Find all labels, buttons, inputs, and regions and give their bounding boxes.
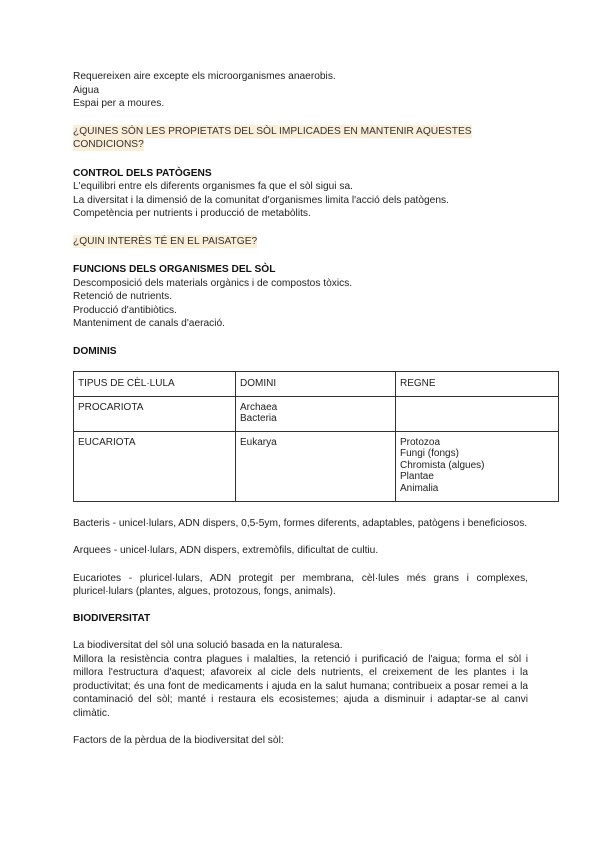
- domain-cell: [236, 396, 396, 431]
- kingdom-item: Animalia: [400, 482, 439, 494]
- domain-item: Eukarya: [240, 436, 277, 448]
- biodiversity-factors: Factors de la pèrdua de la biodiversitat del sòl:: [73, 735, 284, 746]
- domain-cell: [236, 431, 396, 501]
- column-header: TIPUS DE CÈL·LULA: [74, 372, 236, 397]
- cell-type: EUCARIOTA: [74, 431, 236, 501]
- paragraph-arquees: Arquees - unicel·lulars, ADN dispers, extremòfils, dificultat de cultiu.: [73, 545, 379, 556]
- column-header: DOMINI: [236, 372, 396, 397]
- intro-list: [73, 70, 528, 111]
- question-highlight: ¿QUINES SÓN LES PROPIETATS DEL SÒL IMPLICADES EN MANTENIR AQUESTES CONDICIONS?: [73, 125, 472, 150]
- domain-item: Archaea: [240, 401, 278, 413]
- section-heading-biodiversity: BIODIVERSITAT: [73, 612, 151, 624]
- cell-type: PROCARIOTA: [74, 396, 236, 431]
- question-heading: [73, 125, 528, 152]
- kingdom-cell: [396, 396, 559, 431]
- functions-line: Descomposició dels materials orgànics i de compostos tòxics.: [73, 277, 353, 289]
- domains-table: [73, 371, 559, 502]
- column-header: REGNE: [396, 372, 559, 397]
- pathogens-line: Competència per nutrients i producció de metabòlits.: [73, 208, 311, 219]
- intro-line: Espai per a moures.: [73, 98, 165, 109]
- functions-line: Manteniment de canals d'aeració.: [73, 318, 226, 329]
- table-header-row: [74, 372, 559, 397]
- pathogens-line: L'equilibri entre els diferents organismes fa que el sòl sigui sa.: [73, 181, 353, 192]
- question-heading: [73, 235, 528, 249]
- document-page: [73, 70, 528, 748]
- paragraph-bacteris: Bacteris - unicel·lulars, ADN dispers, 0,5-5ym, formes diferents, adaptables, patògens i beneficiosos.: [73, 517, 528, 529]
- section-heading-pathogens: CONTROL DELS PATÒGENS: [73, 167, 212, 179]
- kingdom-item: Chromista (algues): [400, 459, 485, 471]
- biodiversity-body: Millora la resistència contra plagues i malalties, la retenció i purificació de l'aigua; forma el sòl i millora l'estructura d'aquest; afavoreix al cicle dels nutrients, el creixement de les plantes i la productivitat; és una font de medicaments i ajuda en la salut humana; contribueix a posar remei a la contaminació del sòl; manté i restaura els ecosistemes; ajuda a disminuir i adaptar-se al canvi climàtic.: [73, 653, 528, 719]
- intro-line: Requereixen aire excepte els microorganismes anaerobis.: [73, 71, 336, 82]
- kingdom-cell: [396, 431, 559, 501]
- section-heading-domains: DOMINIS: [73, 345, 117, 357]
- table-row: [74, 431, 559, 501]
- biodiversity-intro: La biodiversitat del sòl una solució basada en la naturalesa.: [73, 640, 343, 651]
- kingdom-item: Protozoa: [400, 436, 441, 448]
- section-heading-functions: FUNCIONS DELS ORGANISMES DEL SÒL: [73, 264, 276, 275]
- functions-line: Producció d'antibiòtics.: [73, 304, 177, 316]
- pathogens-line: La diversitat i la dimensió de la comunitat d'organismes limita l'acció dels patògens.: [73, 194, 449, 206]
- table-row: [74, 396, 559, 431]
- domain-item: Bacteria: [240, 413, 277, 424]
- question-highlight: ¿QUIN INTERÈS TÉ EN EL PAISATGE?: [73, 235, 258, 247]
- paragraph-eucariotes: Eucariotes - pluricel·lulars, ADN protegit per membrana, cèl·lules més grans i complexes, pluricel·lulars (plantes, algues, protozous, fongs, animals).: [73, 572, 528, 597]
- kingdom-item: Plantae: [400, 471, 434, 482]
- kingdom-item: Fungi (fongs): [400, 448, 459, 459]
- intro-line: Aigua: [73, 84, 100, 96]
- functions-line: Retenció de nutrients.: [73, 291, 173, 302]
